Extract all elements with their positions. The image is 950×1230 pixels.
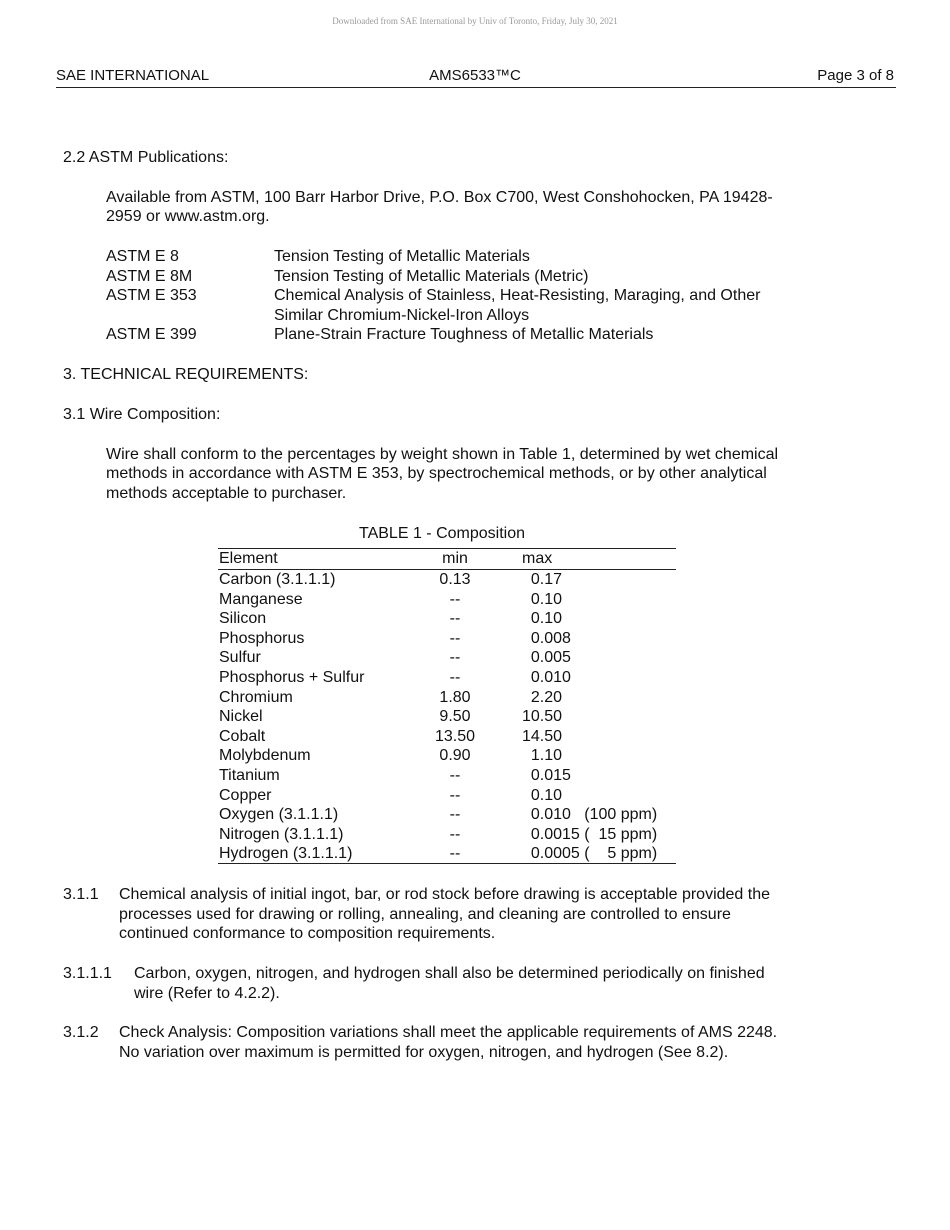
cell-max: 0.10 — [522, 610, 563, 628]
cell-min: 0.13 — [439, 571, 471, 588]
cell-min: -- — [449, 629, 461, 647]
cell-element: Titanium — [219, 767, 280, 784]
header-doc-id: AMS6533™C — [429, 67, 521, 84]
section-3-1-1-number: 3.1.1 — [63, 886, 99, 903]
ref-code: ASTM E 8 — [106, 248, 179, 265]
cell-max: 0.008 — [522, 629, 571, 647]
section-3-1-text-line: methods in accordance with ASTM E 353, by spectrochemical methods, or by other analytical — [106, 465, 767, 482]
download-watermark: Downloaded from SAE International by Univ of Toronto, Friday, July 30, 2021 — [332, 16, 618, 26]
section-3-1-1-1-number: 3.1.1.1 — [63, 965, 112, 982]
cell-element: Phosphorus + Sulfur — [219, 669, 365, 686]
header-org: SAE INTERNATIONAL — [56, 67, 210, 84]
table-title: TABLE 1 - Composition — [359, 525, 525, 542]
ref-title: Tension Testing of Metallic Materials — [274, 248, 530, 265]
cell-element: Copper — [219, 786, 272, 804]
cell-element: Sulfur — [219, 649, 261, 667]
cell-element: Carbon (3.1.1.1) — [219, 571, 336, 588]
header-page-number: Page 3 of 8 — [817, 67, 894, 84]
cell-element: Manganese — [219, 590, 303, 608]
ref-title-continued: Similar Chromium-Nickel-Iron Alloys — [274, 307, 530, 324]
cell-min: -- — [449, 610, 461, 628]
cell-max: 14.50 — [522, 727, 563, 745]
section-3-1-2-number: 3.1.2 — [63, 1024, 99, 1041]
cell-min: -- — [449, 806, 461, 824]
cell-element: Molybdenum — [219, 747, 311, 765]
section-3-1-1-text-line: continued conformance to composition requirements. — [119, 925, 496, 942]
cell-element: Nickel — [219, 708, 263, 726]
cell-max: 0.0015 ( 15 ppm) — [522, 825, 658, 843]
cell-min: -- — [449, 845, 461, 863]
cell-max: 0.17 — [522, 571, 563, 588]
section-3-1-text-line: Wire shall conform to the percentages by weight shown in Table 1, determined by wet chemical — [106, 446, 779, 463]
column-header-element: Element — [219, 550, 278, 567]
section-3-1-1-1-text-line: Carbon, oxygen, nitrogen, and hydrogen shall also be determined periodically on finished — [134, 965, 765, 982]
section-3-1-1-1-text-line: wire (Refer to 4.2.2). — [134, 985, 280, 1002]
cell-max: 0.010 (100 ppm) — [522, 806, 658, 824]
ref-code: ASTM E 399 — [106, 326, 197, 343]
section-3-1-1-text-line: Chemical analysis of initial ingot, bar, or rod stock before drawing is acceptable provided the — [119, 886, 771, 903]
ref-title: Plane-Strain Fracture Toughness of Metallic Materials — [274, 326, 654, 343]
ref-code: ASTM E 8M — [106, 268, 193, 285]
header-rule — [56, 87, 896, 88]
cell-max: 0.0005 ( 5 ppm) — [522, 845, 658, 863]
cell-max: 0.10 — [522, 786, 563, 804]
section-2-2-intro-line: 2959 or www.astm.org. — [106, 208, 270, 225]
cell-min: 13.50 — [434, 727, 476, 745]
cell-max: 0.015 — [522, 767, 571, 784]
section-3-1-heading: 3.1 Wire Composition: — [63, 406, 221, 423]
cell-min: -- — [449, 767, 461, 784]
cell-max: 0.10 — [522, 590, 563, 608]
column-header-min: min — [442, 550, 468, 567]
cell-min: 9.50 — [439, 708, 471, 726]
cell-element: Nitrogen (3.1.1.1) — [219, 825, 344, 843]
section-2-2-intro-line: Available from ASTM, 100 Barr Harbor Drive, P.O. Box C700, West Conshohocken, PA 19428- — [106, 189, 773, 206]
ref-title: Chemical Analysis of Stainless, Heat-Resisting, Maraging, and Other — [274, 287, 761, 304]
section-3-1-text-line: methods acceptable to purchaser. — [106, 485, 347, 502]
table-rule-bottom — [218, 863, 676, 864]
column-header-max: max — [522, 550, 553, 567]
cell-element: Silicon — [219, 610, 267, 628]
section-3-1-2-text-line: Check Analysis: Composition variations shall meet the applicable requirements of AMS 2248. — [119, 1024, 778, 1041]
cell-min: -- — [449, 825, 461, 843]
cell-min: -- — [449, 786, 461, 804]
cell-min: -- — [449, 590, 461, 608]
section-3-1-2-text-line: No variation over maximum is permitted for oxygen, nitrogen, and hydrogen (See 8.2). — [119, 1044, 729, 1061]
section-2-2-heading: 2.2 ASTM Publications: — [63, 149, 229, 166]
cell-element: Cobalt — [219, 727, 266, 745]
ref-title: Tension Testing of Metallic Materials (Metric) — [274, 268, 589, 285]
cell-element: Hydrogen (3.1.1.1) — [219, 845, 353, 863]
cell-max: 2.20 — [522, 688, 563, 706]
cell-max: 1.10 — [522, 747, 563, 765]
ref-code: ASTM E 353 — [106, 287, 197, 304]
cell-min: 0.90 — [439, 747, 471, 765]
cell-element: Oxygen (3.1.1.1) — [219, 806, 339, 824]
section-3-1-1-text-line: processes used for drawing or rolling, annealing, and cleaning are controlled to ensure — [119, 906, 731, 923]
cell-max: 10.50 — [522, 708, 563, 726]
section-3-heading: 3. TECHNICAL REQUIREMENTS: — [63, 366, 309, 383]
cell-min: -- — [449, 669, 461, 686]
cell-element: Phosphorus — [219, 629, 305, 647]
cell-max: 0.005 — [522, 649, 571, 667]
cell-min: -- — [449, 649, 461, 667]
cell-element: Chromium — [219, 688, 293, 706]
cell-max: 0.010 — [522, 669, 571, 686]
cell-min: 1.80 — [439, 688, 471, 706]
